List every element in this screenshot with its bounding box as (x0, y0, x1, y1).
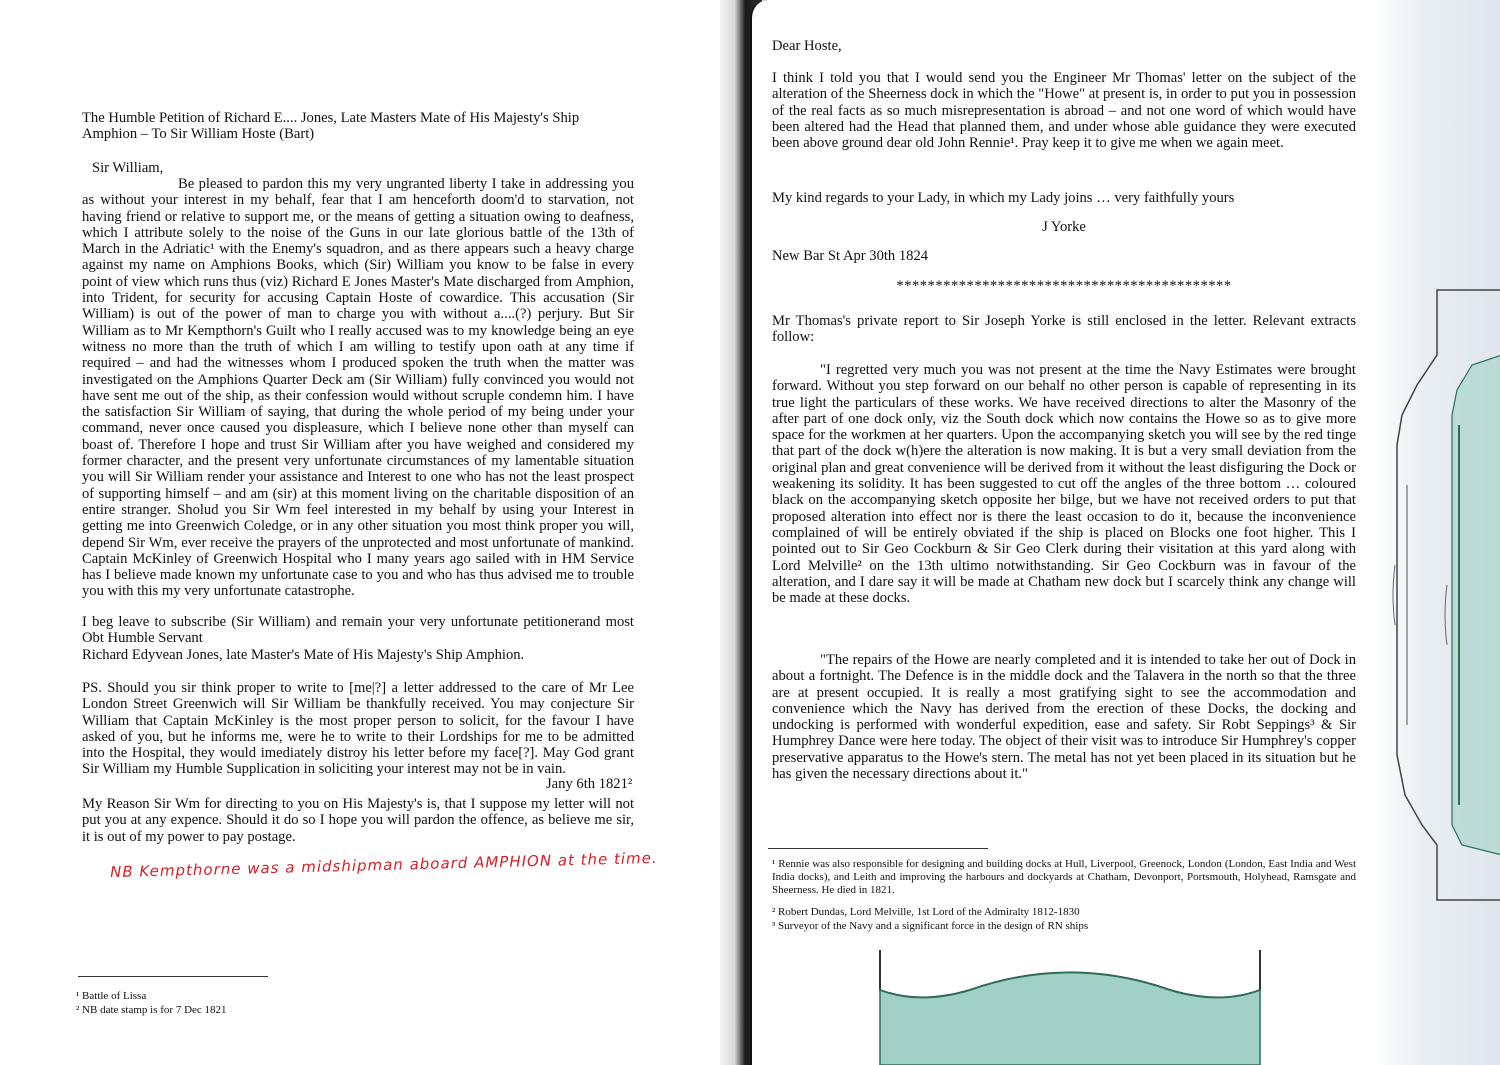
petition-date: Jany 6th 1821² (546, 776, 633, 792)
letter-paragraph-2: My kind regards to your Lady, in which my Lady joins … very faithfully yours (772, 190, 1235, 206)
petition-closing: I beg leave to subscribe (Sir William) and remain your very unfortunate petitionerand most Obt Humble Servant Richard Edyvean Jones, late Master's Mate of His Majesty's Ship Amphion. (82, 614, 634, 663)
report-quote-1: "I regretted very much you was not present at the time the Navy Estimates were brought forward. Without you step forward on our behalf no other person is capable of representing in its true light the particulars of these works. We have received directions to alter the Masonry of the after part of one dock only, viz the South dock which now contains the Howe so as to give more space for the workmen at her quarters. Upon the accompanying sketch you will see by the red tinge that part of the dock w(h)ere the alteration is now making. It is but a very small deviation from the original plan and great convenience will be derived from it without the least disfiguring the Dock or weakening its solidity. It has been suggested to cut off the angles of the three bottom … coloured black on the accompanying sketch opposite her bilge, but we have not received orders to put that proposed alteration into effect nor is there the least occasion to do it, because the inconvenience complained of will be entirely obviated if the ship is placed on Blocks one foot higher. This I pointed out to Sir Geo Cockburn & Sir Geo Clerk during their visitation at this yard along with Lord Melville² on the 13th ultimo notwithstanding. Sir Geo Cockburn was in favour of the alteration, and I dare say it will be made at Chatham new dock but I scarcely think any change will be made at these docks. (772, 362, 1356, 607)
footnote-divider (768, 848, 988, 849)
letter-paragraph-1: I think I told you that I would send you the Engineer Mr Thomas' letter on the subject of the alteration of the Sheerness dock in which the "Howe" at present is, in order to put you in possession of the real facts as so much misrepresentation is abroad – and not one word of which would have been altered had the Head that planned them, and under whose able guidance they were executed been above ground dear old John Rennie¹. Pray keep it to give me when we again meet. (772, 70, 1356, 152)
report-quote-2: "The repairs of the Howe are nearly completed and it is intended to take her out of Dock in about a fortnight. The Defence is in the middle dock and the Talavera in the north so that the three are at present occupied. It is really a most gratifying sight to see the accommodation and convenience which the Navy has derived from the erection of these Docks, the docking and undocking is performed with wonderful expedition, ease and safety. Sir Robt Seppings³ & Sir Humphrey Dance were here today. The object of their visit was to introduce Sir Humphrey's copper preservative apparatus to the Howe's stern. The metal has not yet been placed in its situation but he has given the necessary directions about it." (772, 652, 1356, 783)
report-intro: Mr Thomas's private report to Sir Joseph Yorke is still enclosed in the letter. Relevant extracts follow: (772, 313, 1356, 346)
letter-dateline: New Bar St Apr 30th 1824 (772, 248, 929, 264)
letter-salutation: Dear Hoste, (772, 38, 842, 54)
handwritten-annotation: NB Kempthorne was a midshipman aboard AMPHION at the time. (109, 848, 658, 882)
letter-signature: J Yorke (1042, 219, 1086, 235)
section-separator: ******************************************* (896, 278, 1232, 294)
left-footnote-2: ² NB date stamp is for 7 Dec 1821 (76, 1004, 227, 1016)
left-footnote-1: ¹ Battle of Lissa (76, 990, 147, 1002)
right-footnote-3: ³ Surveyor of the Navy and a significant force in the design of RN ships (772, 920, 1089, 932)
petition-heading: The Humble Petition of Richard E.... Jones, Late Masters Mate of His Majesty's Ship Amphion – To Sir William Hoste (Bart) (82, 110, 580, 143)
ship-hull-sketch-icon (860, 950, 1280, 1065)
petition-body: Be pleased to pardon this my very ungranted liberty I take in addressing you as without your interest in my behalf, fear that I am henceforth doom'd to starvation, not having friend or relative to support me, or the means of getting a situation owing to deafness, which I attribute solely to the noise of the Guns in our late glorious battle of the 13th of March in the Adriatic¹ with the Enemy's squadron, and as there appears such a heavy charge against my name on Amphions Books, which (Sir) William you know to be false in every point of view which runs thus (viz) Richard E Jones Master's Mate discharged from Amphion, into Trident, for security for accusing Captain Hoste of cowardice. This accusation (Sir William) is out of the power of man to charge you with without a....(?) perjury. But Sir William as to Mr Kempthorn's Guilt who I really accused was to my knowledge being an eye witness no more than the truth of which I am willing to testify upon oath at any time if required – and had the witnesses whom I produced spoken the truth when the matter was investigated on the Amphions Quarter Deck am (Sir William) fully convinced you would not have sent me out of the ship, as their confession would without scruple condemn him. I have the satisfaction Sir William of saying, that during the whole period of my being under your command, never once caused you displeasure, which I believe none other than myself can boast of. Therefore I hope and trust Sir William after you have weighed and considered my former character, and the present very unfortunate circumstances of my lamentable situation you will Sir William render your assistance and Interest to one who has not the least prospect of supporting himself – and am (sir) at this moment living on the charitable disposition of an entire stranger. Sholud you Sir Wm feel interested in my behalf by using your Interest in getting me into Greenwich Coledge, or in any other situation you most think proper you will, depend Sir Wm, ever receive the prayers of the unprotected and most unfortunate of mankind. Captain McKinley of Greenwich Hospital who I many years ago sailed with in HM Service has I believe made known my unfortunate case to you and who has thus advised me to trouble you with this my very unfortunate catastrophe. (82, 176, 634, 600)
petition-postscript: PS. Should you sir think proper to write to [me|?] a letter addressed to the care of Mr Lee London Street Greenwich will Sir William be thankfully received. You may conjecture Sir William that Captain McKinley is the most proper person to solicit, for the favour I have asked of you, but he informs me, were he to write to their Lordships for me to be admitted into the Hospital, they would imediately distroy his letter before my face[?]. May God grant Sir William my Humble Supplication in soliciting your interest may not be in vain. (82, 680, 634, 778)
right-footnote-2: ² Robert Dundas, Lord Melville, 1st Lord of the Admiralty 1812-1830 (772, 906, 1080, 918)
petition-salutation: Sir William, (92, 160, 164, 176)
left-page (0, 0, 730, 1065)
right-footnote-1: ¹ Rennie was also responsible for designing and building docks at Hull, Liverpool, Greenock, London (London, East India and West India docks), and Leith and improving the harbours and dockyards at Chatham, Devonport, Portsmouth, Holyhead, Ramsgate and Sheerness. He died in 1821. (772, 858, 1356, 896)
right-page (750, 0, 1500, 1065)
footnote-divider (78, 976, 268, 977)
petition-reason: My Reason Sir Wm for directing to you on His Majesty's is, that I suppose my letter will not put you at any expence. Should it do so I hope you will pardon the offence, as believe me sir, it is out of my power to pay postage. (82, 796, 634, 845)
dock-plan-sketch-icon (1377, 285, 1500, 905)
